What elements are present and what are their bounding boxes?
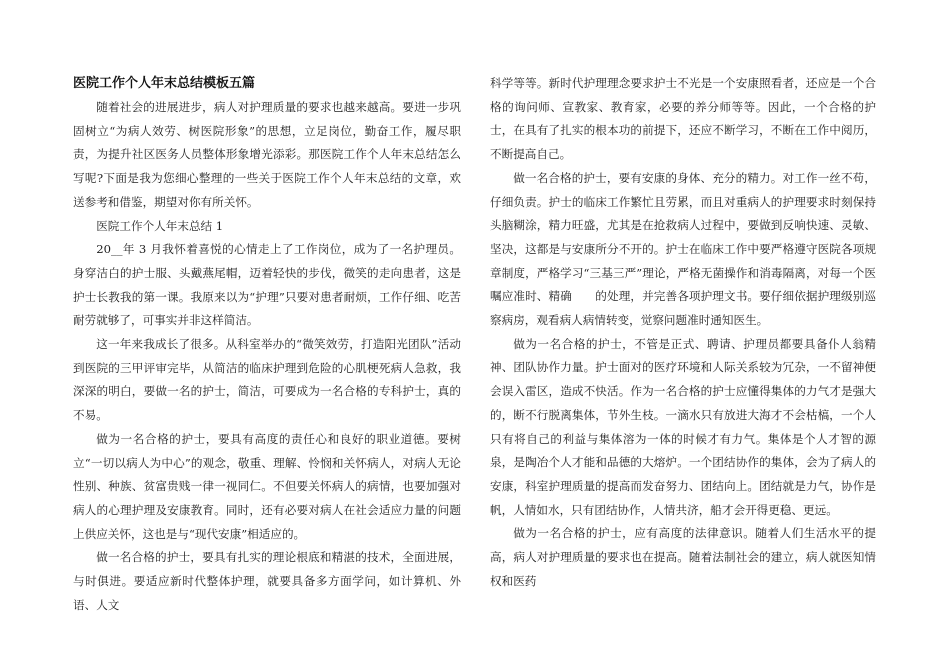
paragraph: 做为一名合格的护士，不管是正式、聘请、护理员都要具备仆人翁精神、团队协作力量。护士面对的医疗环境和人际关系较为冗杂，一不留神便会误入雷区，造成不快活。作为一名合格的护士应懂得集体的力气才是强大的，断不行脱离集体，节外生枝。一滴水只有放进大海才不会枯槁，一个人只有将自己的利益与集体溶为一体的时候才有力气。集体是个人才智的源泉，是陶冶个人才能和品德的大熔炉。一个团结协作的集体，会为了病人的安康，科室护理质量的提高而发奋努力、团结向上。团结就是力气，协作是帆，人情如水，只有团结协作，人情共济，船才会开得更稳、更远。 bbox=[490, 336, 876, 517]
right-column bbox=[490, 72, 876, 593]
paragraph: 20__年 3 月我怀着喜悦的心情走上了工作岗位，成为了一名护理员。身穿洁白的护士服、头戴燕尾帽，迈着轻快的步伐，微笑的走向患者，这是护士长教我的第一课。我原来以为“护理”只要对患者耐烦，工作仔细、吃苦耐劳就够了，可事实并非这样简洁。 bbox=[73, 242, 461, 328]
left-column bbox=[73, 72, 461, 617]
paragraph: 做为一名合格的护士，要具有高度的责任心和良好的职业道德。要树立“一切以病人为中心”的观念，敬重、理解、怜悯和关怀病人，对病人无论性别、种族、贫富贵贱一律一视同仁。不但要关怀病人的病情，也要加强对病人的心理护理及安康教育。同时，还有必要对病人在社会适应力量的问题上供应关怀，这也是与“现代安康”相适应的。 bbox=[73, 431, 461, 541]
paragraph: 随着社会的进展进步，病人对护理质量的要求也越来越高。要进一步巩固树立“为病人效劳、树医院形象”的思想，立足岗位，勤奋工作，履尽职责，为提升社区医务人员整体形象增光添彩。那医院工作个人年末总结怎么写呢?下面是我为您细心整理的一些关于医院工作个人年末总结的文章，欢送参考和借鉴，期望对你有所关怀。 bbox=[73, 100, 461, 209]
paragraph: 这一年来我成长了很多。从科室举办的“微笑效劳，打造阳光团队”活动到医院的三甲评审完毕，从简洁的临床护理到危险的心肌梗死病人急救，我深深的明白，要做一名的护士，简洁，可要成为一名合格的专科护士，真的不易。 bbox=[73, 337, 461, 423]
paragraph: 做一名合格的护士，要有安康的身体、充分的精力。对工作一丝不苟，仔细负责。护士的临床工作繁忙且劳累，而且对重病人的护理要求时刻保持头脑糊涂，精力旺盛，尤其是在抢救病人过程中，要做到反响快速、灵敏、坚决，这都是与安康所分不开的。护士在临床工作中要严格遵守医院各项规章制度，严格学习“三基三严”理论，严格无菌操作和消毒隔离，对每一个医嘱应准时、精确 的处理，并完善各项护理文书。要仔细依据护理级别巡察病房，观看病人病情转变，觉察问题准时通知医生。 bbox=[490, 170, 876, 328]
document-title: 医院工作个人年末总结模板五篇 bbox=[73, 76, 256, 91]
paragraph: 做一名合格的护士，要具有扎实的理论根底和精湛的技术，全面进展，与时俱进。要适应新时代整体护理，就要具备多方面学问，如计算机、外语、人文 bbox=[73, 550, 461, 612]
section-subheading: 医院工作个人年末总结 1 bbox=[96, 218, 224, 233]
paragraph: 做为一名合格的护士，应有高度的法律意识。随着人们生活水平的提高，病人对护理质量的要求也在提高。随着法制社会的建立，病人就医知情权和医药 bbox=[490, 526, 876, 588]
paragraph-continuation: 科学等等。新时代护理理念要求护士不光是一个安康照看者，还应是一个合格的询问师、宣教家、教育家，必要的养分师等等。因此，一个合格的护士，在具有了扎实的根本功的前提下，还应不断学习，不断在工作中阅历，不断提高自己。 bbox=[490, 76, 876, 162]
